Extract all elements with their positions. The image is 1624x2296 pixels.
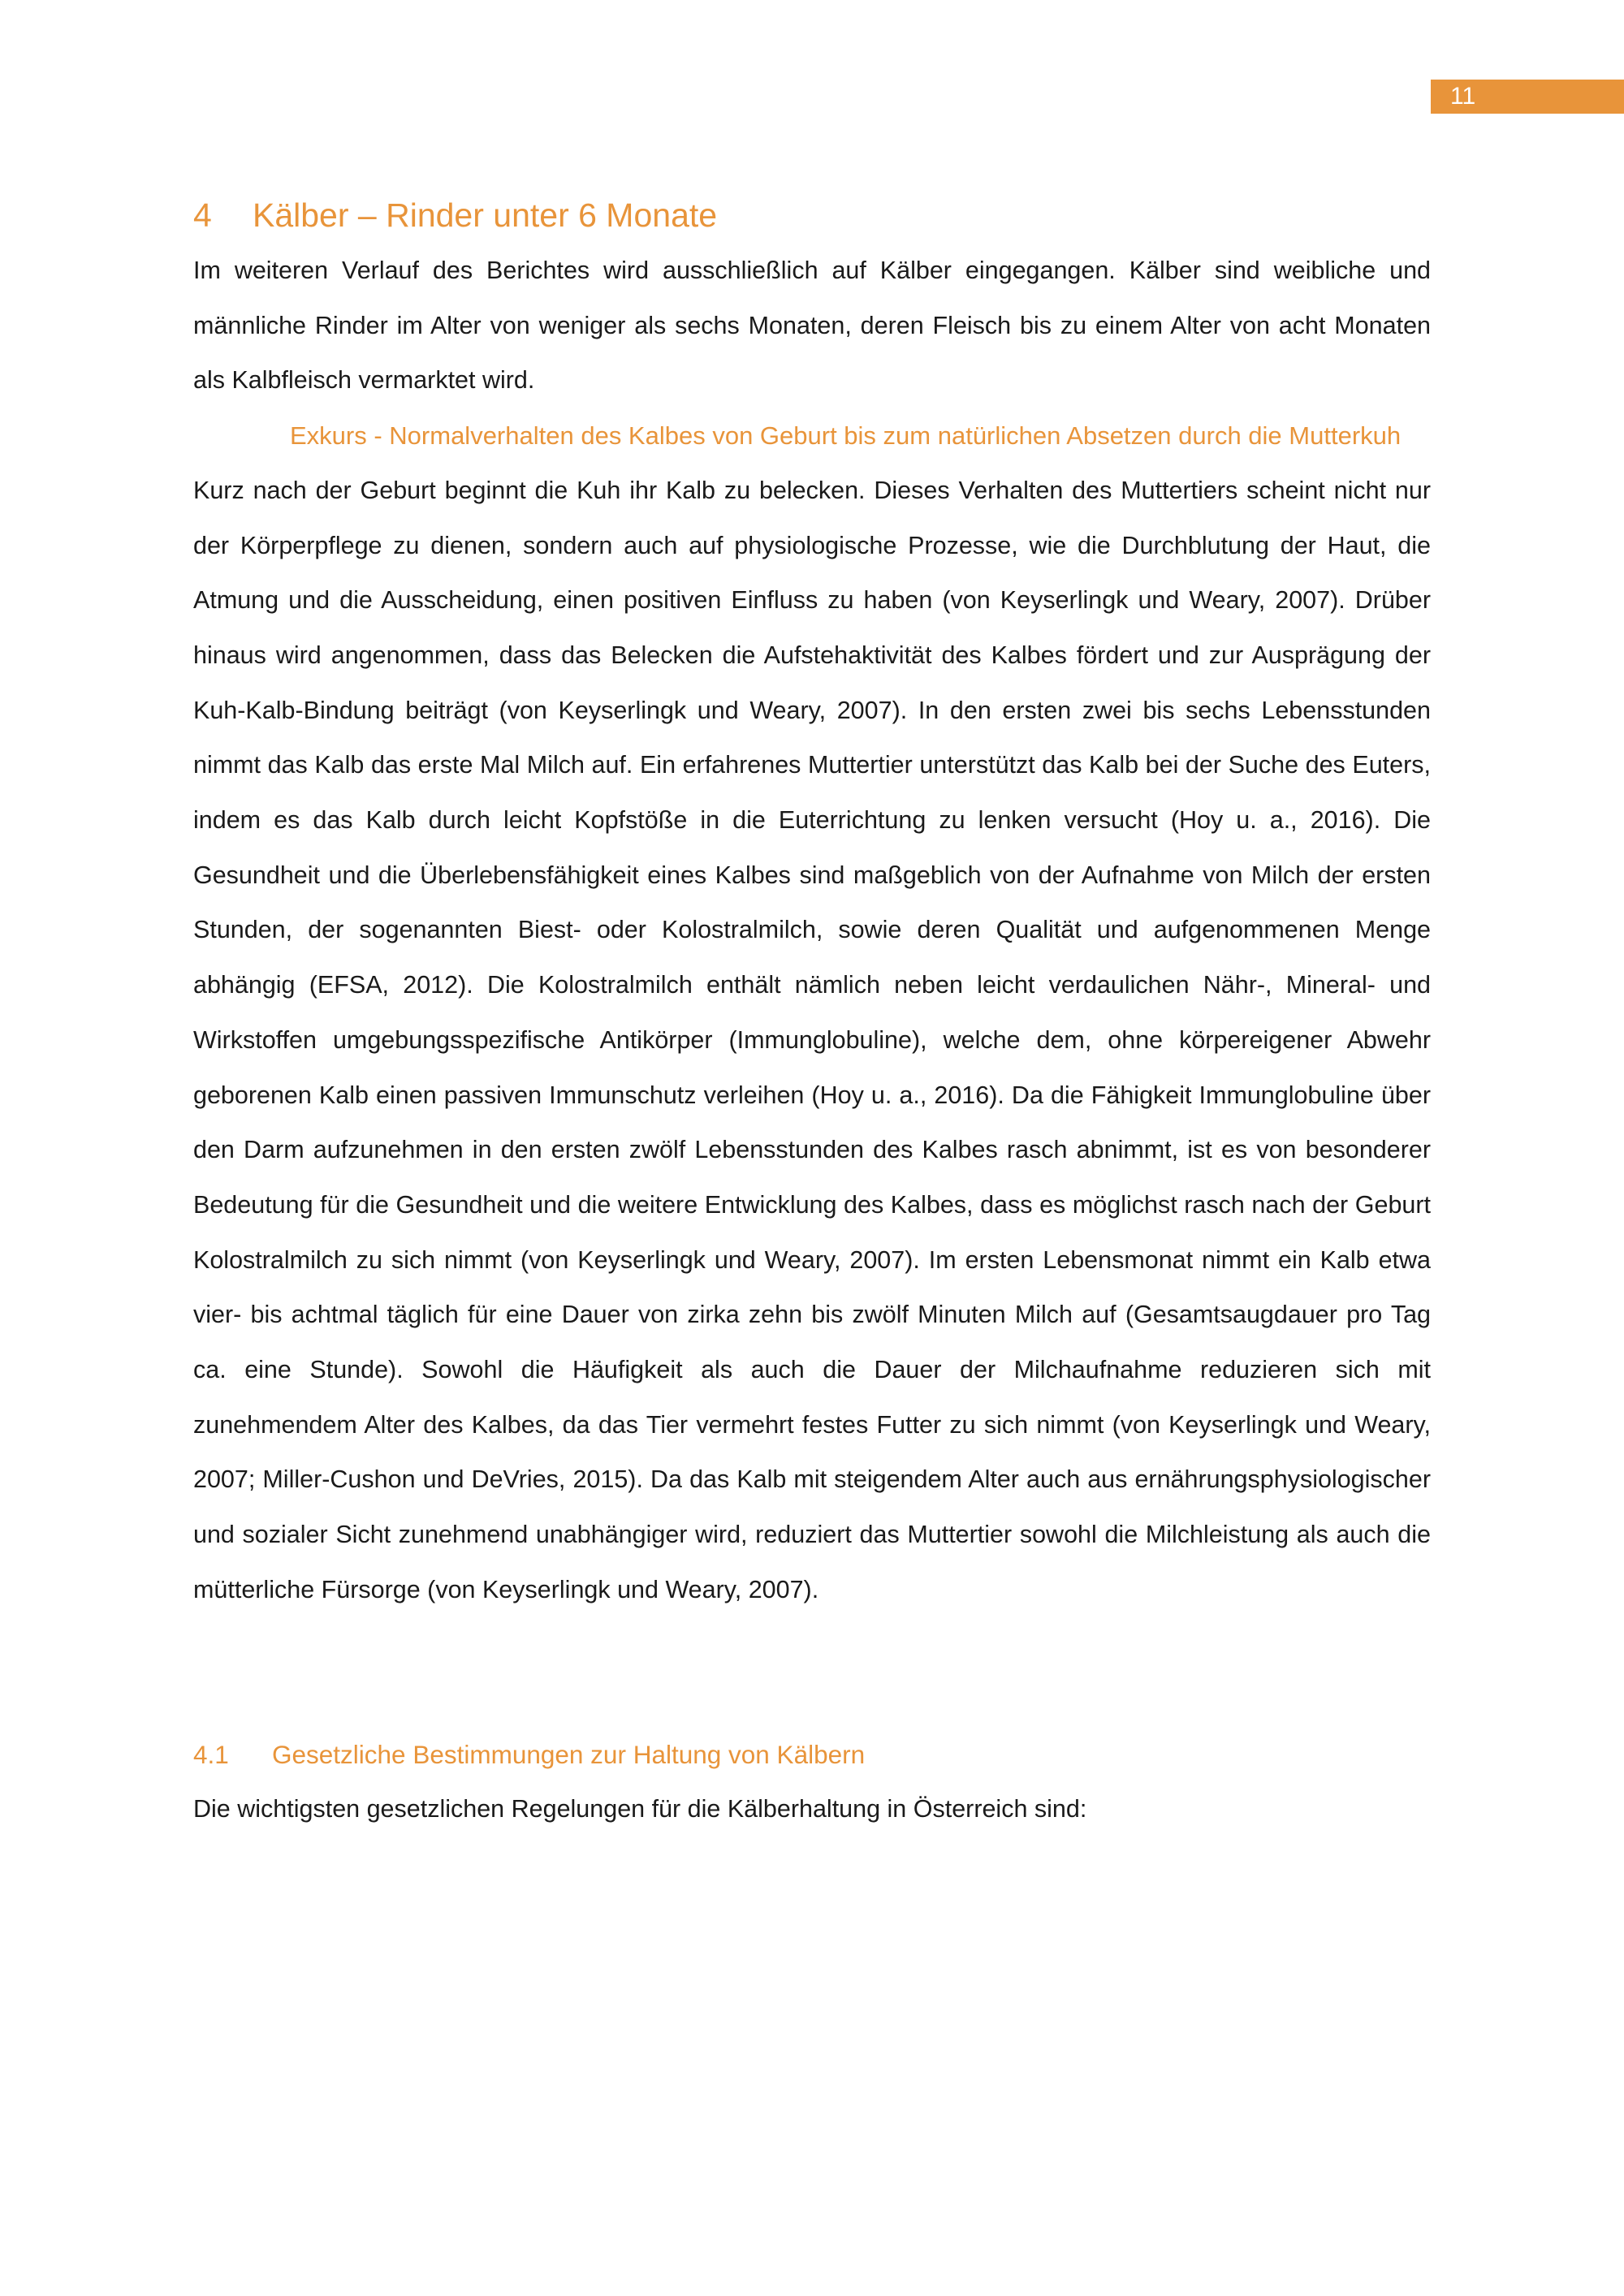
page-content xyxy=(193,187,1431,1837)
page-number: 11 xyxy=(1450,83,1476,110)
subsection-heading xyxy=(193,1728,1431,1783)
subsection-paragraph: Die wichtigsten gesetzlichen Regelungen für die Kälberhaltung in Österreich sind: xyxy=(193,1795,1087,1823)
section-spacer xyxy=(193,1618,1431,1728)
section-title: Kälber – Rinder unter 6 Monate xyxy=(253,196,718,234)
intro-paragraph: Im weiteren Verlauf des Berichtes wird ausschließlich auf Kälber eingegangen. Kälber sind weibliche und männliche Rinder im Alter von weniger als sechs Monaten, deren Fleisch bis zu einem Alter von acht Monaten als Kalbfleisch vermarktet wird. xyxy=(193,257,1431,395)
main-paragraph: Kurz nach der Geburt beginnt die Kuh ihr Kalb zu belecken. Dieses Verhalten des Muttertiers scheint nicht nur der Körperpflege zu dienen, sondern auch auf physiologische Prozesse, wie die Durchblutung der Haut, die Atmung und die Ausscheidung, einen positiven Einfluss zu haben (von Keyserlingk und Weary, 2007). Drüber hinaus wird angenommen, dass das Belecken die Aufstehaktivität des Kalbes fördert und zur Ausprägung der Kuh-Kalb-Bindung beiträgt (von Keyserlingk und Weary, 2007). In den ersten zwei bis sechs Lebensstunden nimmt das Kalb das erste Mal Milch auf. Ein erfahrenes Muttertier unterstützt das Kalb bei der Suche des Euters, indem es das Kalb durch leicht Kopfstöße in die Euterrichtung zu lenken versucht (Hoy u. a., 2016). Die Gesundheit und die Überlebensfähigkeit eines Kalbes sind maßgeblich von der Aufnahme von Milch der ersten Stunden, der sogenannten Biest- oder Kolostralmilch, sowie deren Qualität und aufgenommenen Menge abhängig (EFSA, 2012). Die Kolostralmilch enthält nämlich neben leicht verdaulichen Nähr-, Mineral- und Wirkstoffen umgebungsspezifische Antikörper (Immunglobuline), welche dem, ohne körpereigener Abwehr geborenen Kalb einen passiven Immunschutz verleihen (Hoy u. a., 2016). Da die Fähigkeit Immunglobuline über den Darm aufzunehmen in den ersten zwölf Lebensstunden des Kalbes rasch abnimmt, ist es von besonderer Bedeutung für die Gesundheit und die weitere Entwicklung des Kalbes, dass es möglichst rasch nach der Geburt Kolostralmilch zu sich nimmt (von Keyserlingk und Weary, 2007). Im ersten Lebensmonat nimmt ein Kalb etwa vier- bis achtmal täglich für eine Dauer von zirka zehn bis zwölf Minuten Milch auf (Gesamtsaugdauer pro Tag ca. eine Stunde). Sowohl die Häufigkeit als auch die Dauer der Milchaufnahme reduzieren sich mit zunehmendem Alter des Kalbes, da das Tier vermehrt festes Futter zu sich nimmt (von Keyserlingk und Weary, 2007; Miller-Cushon und DeVries, 2015). Da das Kalb mit steigendem Alter auch aus ernährungsphysiologischer und sozialer Sicht zunehmend unabhängiger wird, reduziert das Muttertier sowohl die Milchleistung als auch die mütterliche Fürsorge (von Keyserlingk und Weary, 2007). xyxy=(193,476,1431,1603)
page-number-bar xyxy=(1431,80,1624,114)
subsection-title: Gesetzliche Bestimmungen zur Haltung von Kälbern xyxy=(272,1739,866,1769)
section-heading xyxy=(193,187,1431,244)
excursus-heading: Exkurs - Normalverhalten des Kalbes von Geburt bis zum natürlichen Absetzen durch die Mutterkuh xyxy=(290,421,1402,451)
section-number: 4 xyxy=(193,196,212,234)
subsection-number: 4.1 xyxy=(193,1739,229,1769)
